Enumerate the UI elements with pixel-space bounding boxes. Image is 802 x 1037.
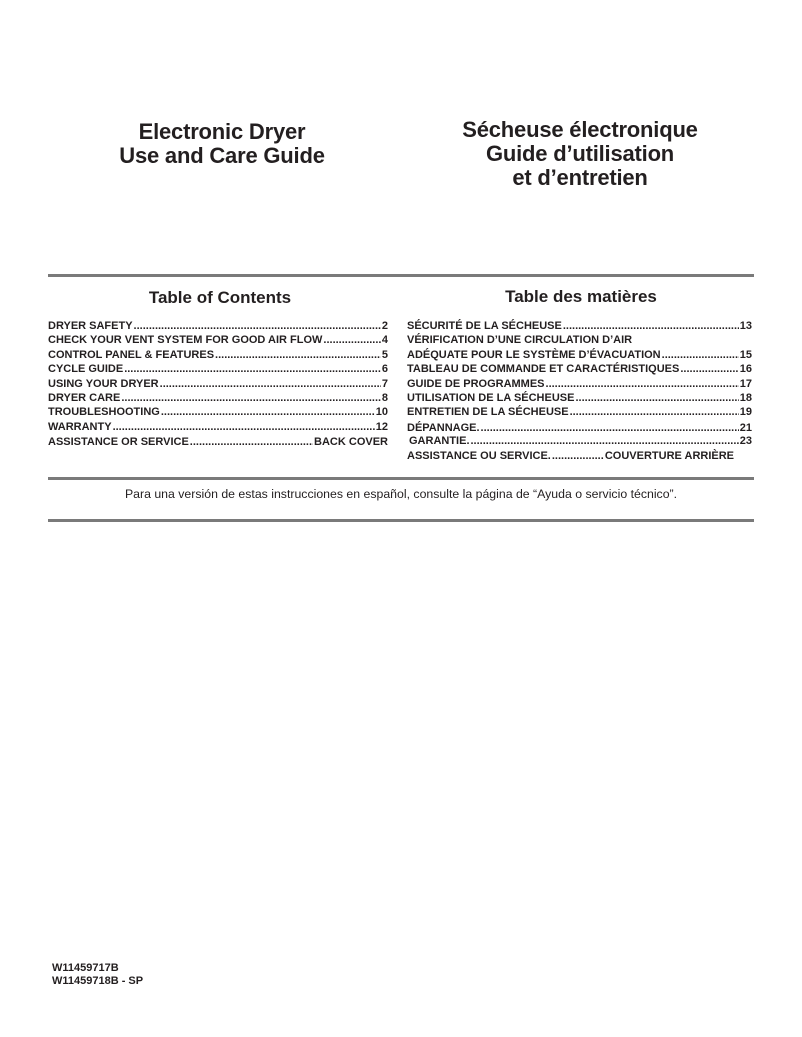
toc-entry[interactable]: DÉPANNAGE. ..... 21 (407, 421, 752, 435)
part-numbers (52, 962, 143, 988)
toc-entry[interactable]: VÉRIFICATION D’UNE CIRCULATION D’AIR (407, 334, 633, 347)
toc-entry[interactable]: DRYER CARE ..... 8 (48, 391, 388, 405)
divider-middle (48, 477, 754, 480)
toc-entry[interactable]: USING YOUR DRYER ..... 7 (48, 377, 388, 391)
toc-entry[interactable]: WARRANTY ..... 12 (48, 420, 388, 434)
toc-entry[interactable]: UTILISATION DE LA SÉCHEUSE ..... 18 (407, 391, 752, 405)
toc-entry[interactable]: GUIDE DE PROGRAMMES ..... 17 (407, 377, 752, 391)
toc-heading-french: Table des matières (505, 287, 657, 306)
toc-entry[interactable]: SÉCURITÉ DE LA SÉCHEUSE ..... 13 (407, 319, 752, 333)
title-fr-line3: et d’entretien (512, 165, 648, 190)
spanish-version-note: Para una versión de estas instrucciones en español, consulte la página de “Ayuda o servicio técnico”. (124, 487, 678, 501)
title-english (48, 120, 396, 168)
divider-bottom (48, 519, 754, 522)
part-number-primary: W11459717B (52, 962, 119, 974)
toc-entry[interactable]: DRYER SAFETY ..... 2 (48, 319, 388, 333)
toc-entry[interactable]: CYCLE GUIDE ..... 6 (48, 362, 388, 376)
toc-entry[interactable]: CONTROL PANEL & FEATURES ..... 5 (48, 348, 388, 362)
toc-entry[interactable]: TABLEAU DE COMMANDE ET CARACTÉRISTIQUES ..... 16 (407, 362, 752, 376)
toc-heading-english: Table of Contents (148, 288, 292, 307)
toc-entry[interactable]: CHECK YOUR VENT SYSTEM FOR GOOD AIR FLOW ..... 4 (48, 333, 388, 347)
title-fr-line1: Sécheuse électronique (462, 117, 698, 142)
title-en-line2: Use and Care Guide (119, 143, 325, 168)
toc-entry[interactable]: ASSISTANCE OU SERVICE. ..... COUVERTURE ARRIÈRE (407, 449, 752, 463)
toc-entry[interactable]: ENTRETIEN DE LA SÉCHEUSE ..... 19 (407, 405, 752, 419)
title-en-line1: Electronic Dryer (138, 119, 306, 144)
part-number-spanish: W11459718B - SP (52, 975, 144, 987)
toc-french (407, 319, 752, 464)
toc-english (48, 319, 388, 450)
title-french (406, 118, 754, 190)
toc-entry[interactable]: GARANTIE. ..... 23 (407, 435, 752, 447)
divider-top (48, 274, 754, 277)
toc-entry[interactable]: ADÉQUATE POUR LE SYSTÈME D’ÉVACUATION ..... 15 (407, 348, 752, 362)
toc-entry[interactable]: TROUBLESHOOTING ..... 10 (48, 405, 388, 419)
title-fr-line2: Guide d’utilisation (485, 141, 675, 166)
toc-entry[interactable]: ASSISTANCE OR SERVICE ..... BACK COVER (48, 435, 388, 449)
